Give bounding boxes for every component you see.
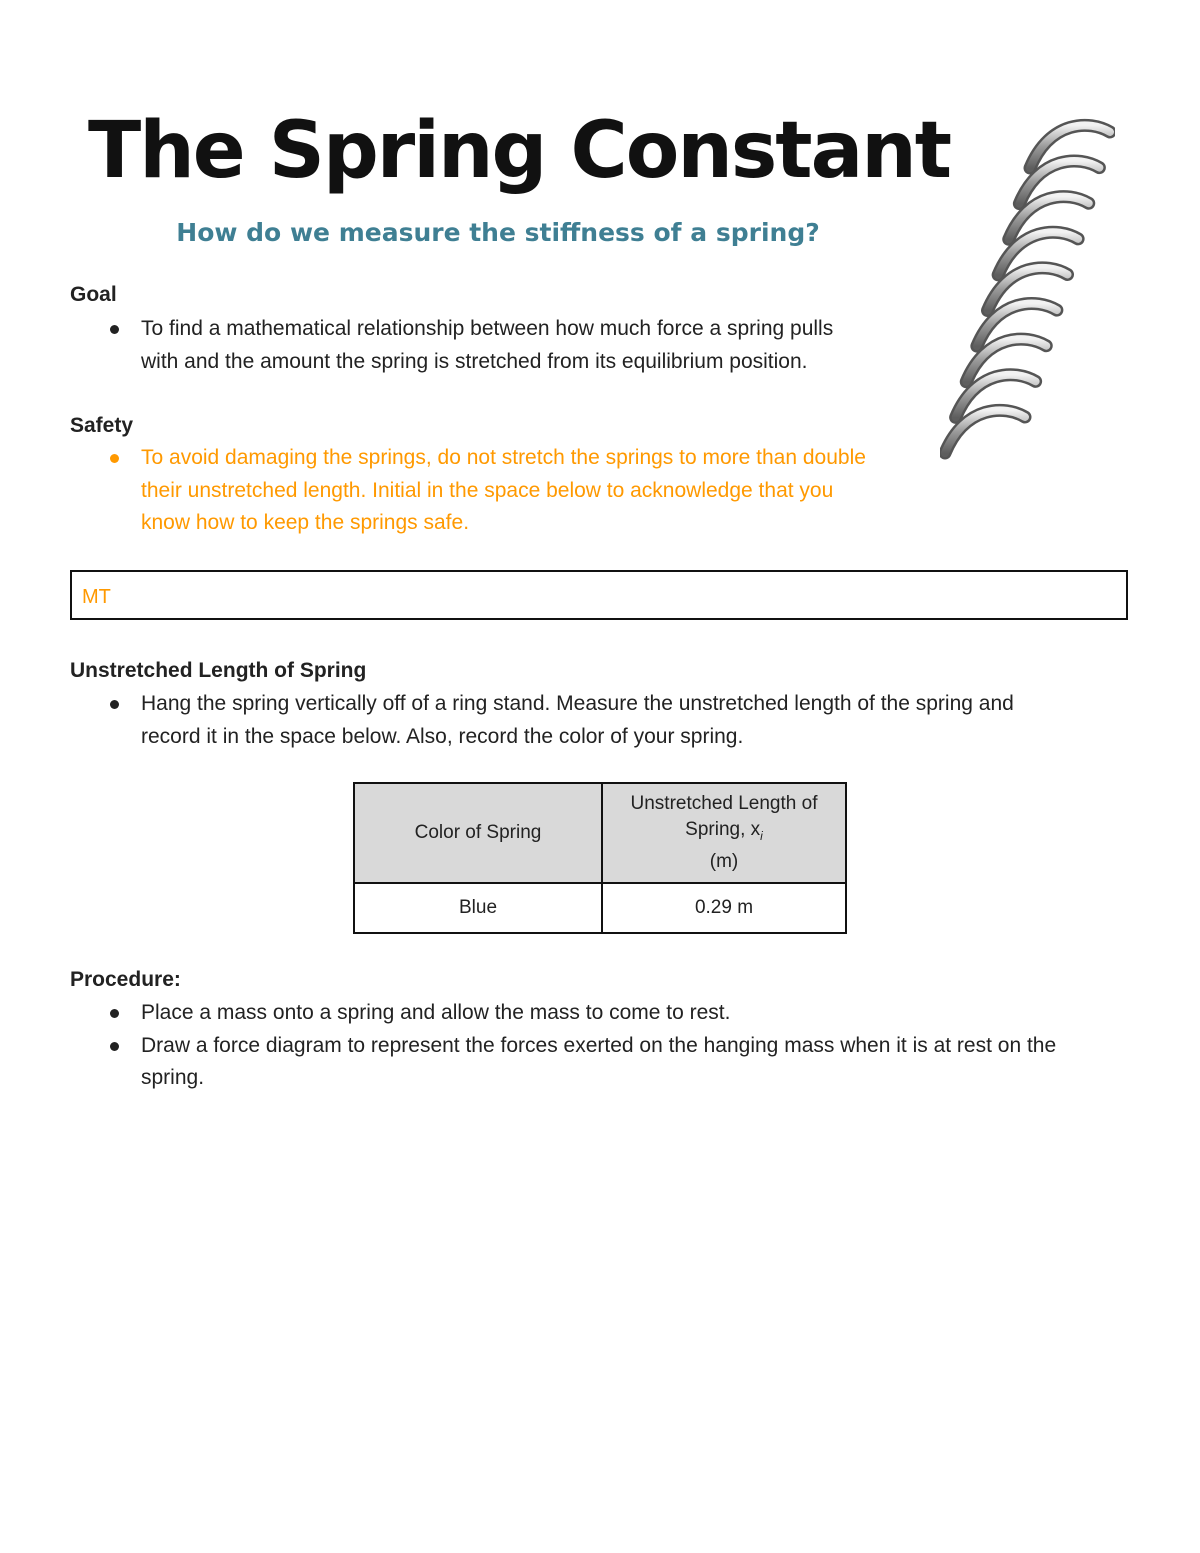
goal-item xyxy=(70,313,833,378)
unstretched-line-2: record it in the space below. Also, record the color of your spring. xyxy=(141,724,744,748)
bullet-icon xyxy=(110,1009,119,1018)
header-line-1: Unstretched Length of xyxy=(630,793,818,815)
bullet-icon xyxy=(110,454,119,463)
safety-line-1: To avoid damaging the springs, do not stretch the springs to more than double xyxy=(141,446,866,469)
unstretched-heading: Unstretched Length of Spring xyxy=(70,659,367,682)
initials-field[interactable] xyxy=(70,570,1128,620)
table-row xyxy=(354,883,846,933)
cell-spring-length[interactable]: 0.29 m xyxy=(602,883,846,933)
header-color-of-spring: Color of Spring xyxy=(354,783,602,883)
goal-heading: Goal xyxy=(70,283,117,306)
header-line-3: (m) xyxy=(709,850,739,872)
spring-illustration xyxy=(940,110,1115,470)
header-unstretched-length xyxy=(602,783,846,883)
spring-data-table xyxy=(353,782,847,934)
bullet-icon xyxy=(110,1042,119,1051)
procedure-item-2 xyxy=(70,1030,1056,1095)
safety-line-3: know how to keep the springs safe. xyxy=(141,511,470,534)
header-subscript: i xyxy=(760,828,763,843)
goal-line-2: with and the amount the spring is stretched from its equilibrium position. xyxy=(141,349,808,373)
bullet-icon xyxy=(110,325,119,334)
procedure-item-2-line-2: spring. xyxy=(141,1066,205,1089)
unstretched-item xyxy=(70,688,1014,753)
header-line-2: Spring, x xyxy=(685,819,761,841)
table-header-row xyxy=(354,783,846,883)
procedure-list xyxy=(70,997,1056,1095)
unstretched-list xyxy=(70,688,1014,753)
safety-heading: Safety xyxy=(70,414,134,437)
safety-list xyxy=(70,442,866,540)
page-title: The Spring Constant xyxy=(88,106,951,196)
safety-line-2: their unstretched length. Initial in the space below to acknowledge that you xyxy=(141,478,834,502)
procedure-item-1 xyxy=(70,997,1056,1030)
goal-line-1: To find a mathematical relationship between how much force a spring pulls xyxy=(141,317,834,340)
procedure-heading: Procedure: xyxy=(70,968,181,991)
cell-spring-color[interactable]: Blue xyxy=(354,883,602,933)
bullet-icon xyxy=(110,700,119,709)
safety-item xyxy=(70,442,866,540)
unstretched-line-1: Hang the spring vertically off of a ring stand. Measure the unstretched length of the spring and xyxy=(141,692,1014,715)
page-subtitle: How do we measure the stiffness of a spring? xyxy=(176,218,820,247)
goal-list xyxy=(70,313,833,378)
procedure-item-2-line-1: Draw a force diagram to represent the forces exerted on the hanging mass when it is at rest on the xyxy=(141,1033,1057,1057)
initials-value: MT xyxy=(82,586,111,608)
procedure-item-1-text: Place a mass onto a spring and allow the mass to come to rest. xyxy=(141,1001,731,1024)
